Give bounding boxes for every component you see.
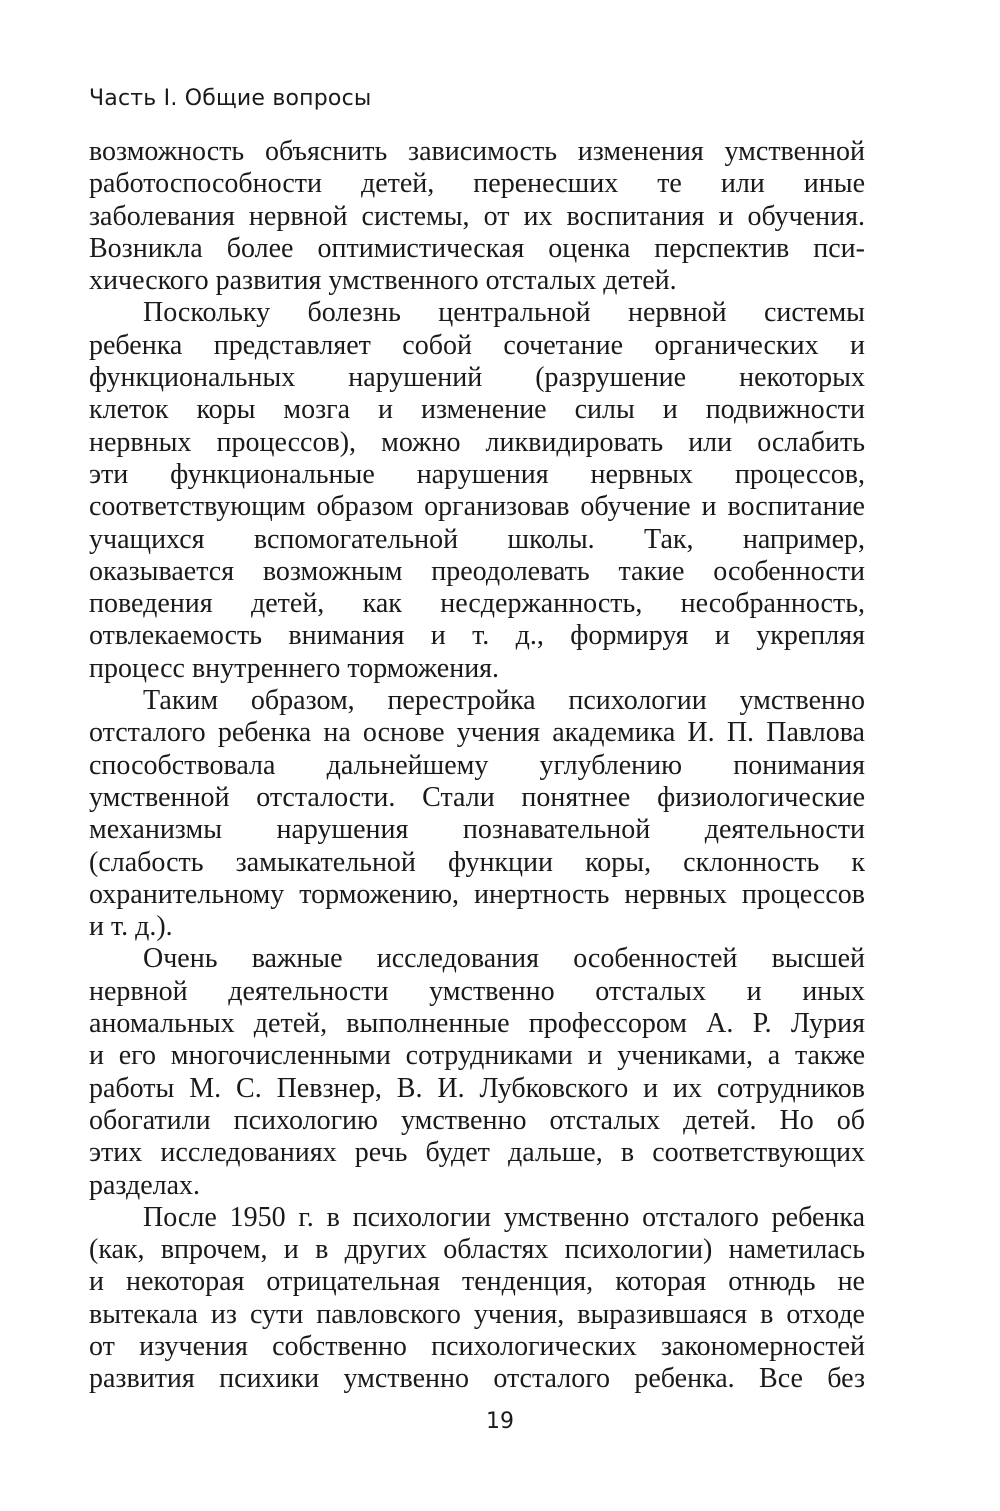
text-line: работы М. С. Певзнер, В. И. Лубковского и их сотрудников [89,1072,865,1104]
text-line: развития психики умственно отсталого ребенка. Все без [89,1363,865,1395]
text-line: нервных процессов), можно ликвидировать или ослабить [89,426,865,458]
text-line: механизмы нарушения познавательной деятельности [89,814,865,846]
paragraph-3 [89,685,865,943]
text-line: ребенка представляет собой сочетание органических и [89,329,865,361]
text-line: умственной отсталости. Стали понятнее физиологические [89,781,865,813]
text-line: и т. д.). [89,911,173,943]
text-line: разделах. [89,1169,201,1201]
text-line: Таким образом, перестройка психологии умственно [143,685,865,717]
text-line: от изучения собственно психологических закономерностей [89,1330,865,1362]
text-line: Возникла более оптимистическая оценка перспектив пси- [89,232,865,264]
text-line: отсталого ребенка на основе учения академика И. П. Павлова [89,717,865,749]
text-line: Поскольку болезнь центральной нервной системы [143,297,865,329]
page-number: 19 [486,1409,514,1434]
text-line: оказывается возможным преодолевать такие особенности [89,555,865,587]
text-line: поведения детей, как несдержанность, несобранность, [89,588,865,620]
paragraph-4 [89,943,865,1201]
paragraph-1 [89,136,865,297]
text-line: способствовала дальнейшему углублению понимания [89,749,865,781]
text-line: хического развития умственного отсталых детей. [89,265,677,297]
text-line: возможность объяснить зависимость изменения умственной [89,136,865,167]
text-line: соответствующим образом организовав обучение и воспитание [89,491,865,523]
text-line: вытекала из сути павловского учения, выразившаяся в отходе [89,1298,865,1330]
text-line: отвлекаемость внимания и т. д., формируя и укрепляя [89,620,865,652]
paragraph-2 [89,297,865,685]
text-line: заболевания нервной системы, от их воспитания и обучения. [89,200,865,232]
text-line: эти функциональные нарушения нервных процессов, [89,458,865,490]
text-line: обогатили психологию умственно отсталых детей. Но об [89,1104,865,1136]
text-line: После 1950 г. в психологии умственно отсталого ребенка [143,1201,865,1233]
body-text [89,136,865,1396]
text-line: этих исследованиях речь будет дальше, в соответствующих [89,1137,865,1169]
text-line: (слабость замыкательной функции коры, склонность к [89,846,865,878]
text-line: нервной деятельности умственно отсталых и иных [89,975,865,1007]
running-header: Часть I. Общие вопросы [89,86,372,111]
text-line: работоспособности детей, перенесших те или иные [89,168,865,200]
text-line: охранительному торможению, инертность нервных процессов [89,878,865,910]
text-line: учащихся вспомогательной школы. Так, например, [89,523,865,555]
text-line: функциональных нарушений (разрушение некоторых [89,362,865,394]
text-line: клеток коры мозга и изменение силы и подвижности [89,394,865,426]
text-line: аномальных детей, выполненные профессором А. Р. Лурия [89,1008,865,1040]
text-line: Очень важные исследования особенностей высшей [143,943,865,975]
text-line: и его многочисленными сотрудниками и учениками, а также [89,1040,865,1072]
text-line: процесс внутреннего торможения. [89,652,500,684]
paragraph-5 [89,1202,865,1396]
text-line: и некоторая отрицательная тенденция, которая отнюдь не [89,1266,865,1298]
text-line: (как, впрочем, и в других областях психологии) наметилась [89,1234,865,1266]
